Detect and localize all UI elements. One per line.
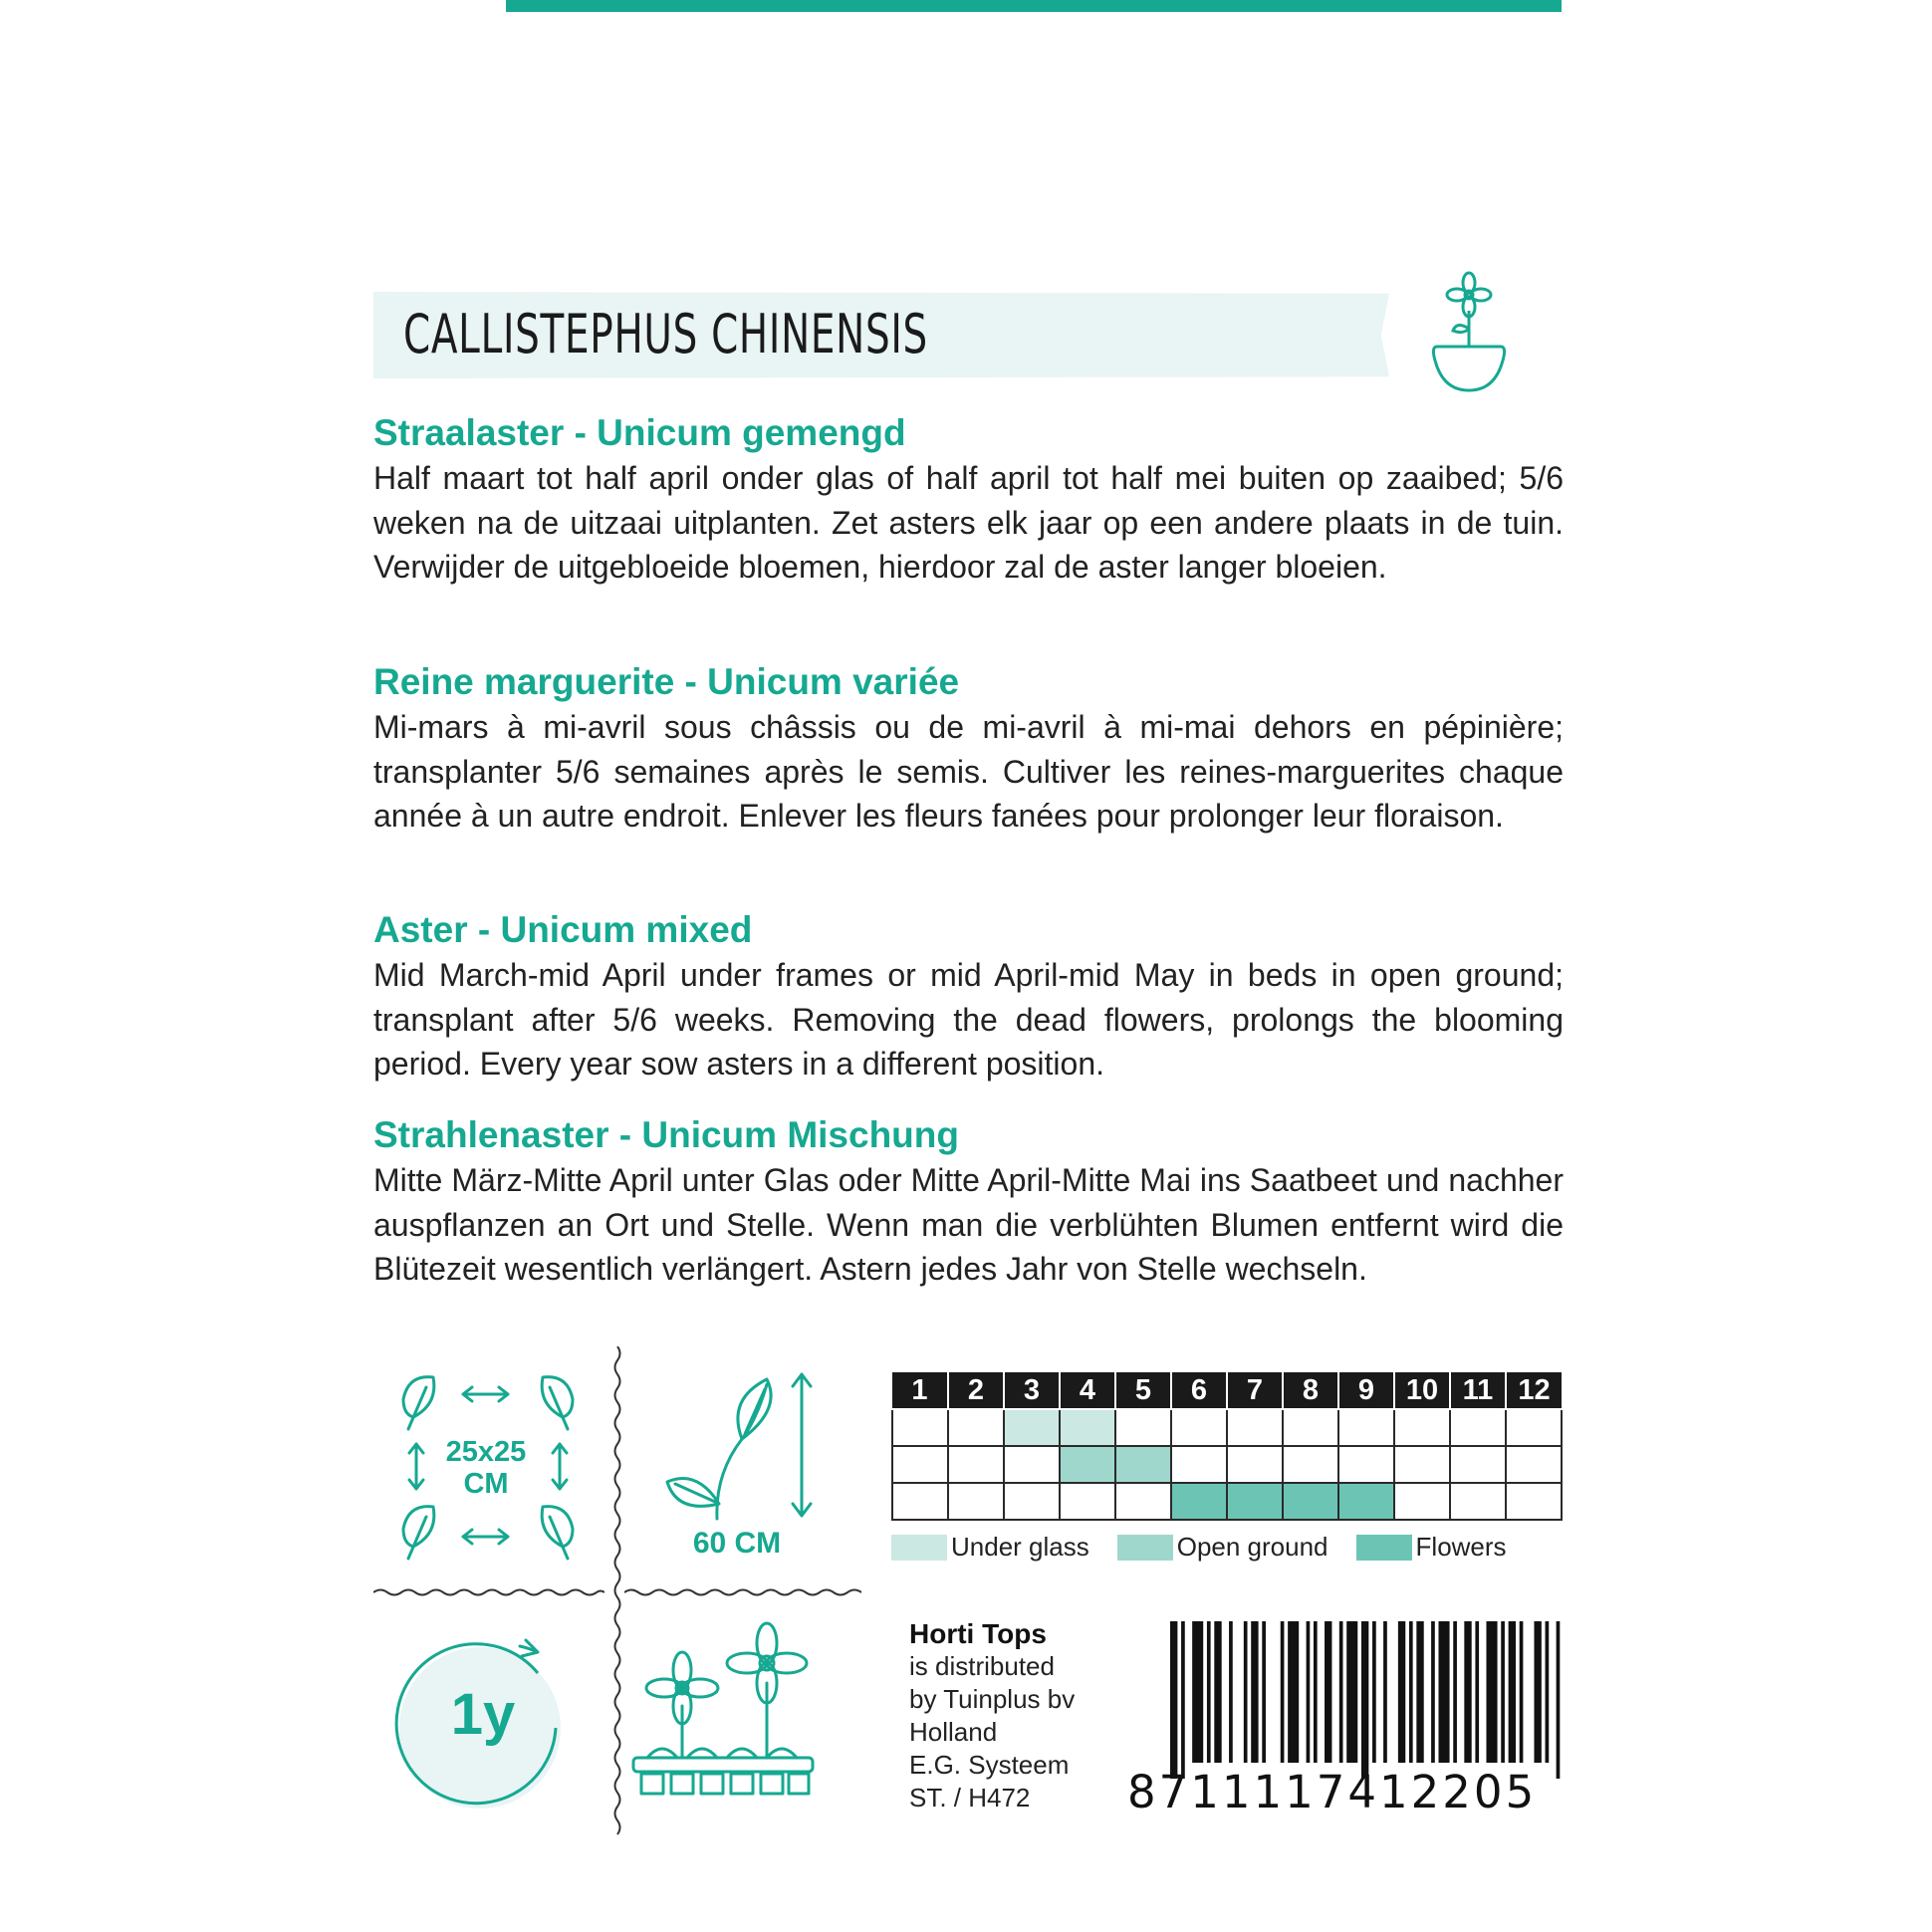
calendar-cell bbox=[1338, 1483, 1394, 1520]
barcode-bar bbox=[1214, 1621, 1221, 1763]
calendar-cell bbox=[1227, 1483, 1283, 1520]
month-header-8: 8 bbox=[1283, 1372, 1338, 1409]
calendar-cell bbox=[948, 1446, 1004, 1483]
barcode-bar bbox=[1501, 1621, 1505, 1763]
barcode-bar bbox=[1431, 1621, 1435, 1763]
barcode-bar bbox=[1475, 1621, 1479, 1763]
calendar-cell bbox=[1283, 1409, 1338, 1446]
barcode-bar bbox=[1534, 1621, 1541, 1763]
calendar-cell bbox=[1506, 1483, 1562, 1520]
barcode-bar bbox=[1372, 1621, 1376, 1763]
barcode-bar bbox=[1244, 1621, 1248, 1763]
top-color-bar bbox=[506, 0, 1562, 12]
calendar-row-flowers bbox=[892, 1483, 1562, 1520]
height-label: 60 CM bbox=[692, 1527, 782, 1560]
barcode-bar bbox=[1262, 1621, 1266, 1763]
section-heading: Aster - Unicum mixed bbox=[373, 909, 753, 950]
calendar-cell bbox=[1338, 1409, 1394, 1446]
calendar-cell bbox=[1506, 1409, 1562, 1446]
section-body: Mi-mars à mi-avril sous châssis ou de mi-avril à mi-mai dehors en pépinière; transplanter 5/6 semaines après le semis. Cultiver les reines-marguerites chaque année à un autre endroit. Enlever les fleurs fanées pour prolonger leur floraison. bbox=[373, 709, 1564, 834]
calendar-cell bbox=[1394, 1446, 1450, 1483]
month-header-2: 2 bbox=[948, 1372, 1004, 1409]
potted-flower-icon bbox=[1429, 269, 1509, 398]
calendar-cell bbox=[1450, 1409, 1506, 1446]
sowing-calendar bbox=[891, 1372, 1563, 1521]
calendar-cell bbox=[1394, 1483, 1450, 1520]
barcode-bar bbox=[1288, 1621, 1299, 1763]
lifespan-label: 1y bbox=[450, 1682, 516, 1747]
barcode-bar bbox=[1281, 1621, 1285, 1763]
calendar-cell bbox=[1171, 1409, 1227, 1446]
barcode-bar bbox=[1325, 1621, 1331, 1763]
month-header-9: 9 bbox=[1338, 1372, 1394, 1409]
month-header-3: 3 bbox=[1004, 1372, 1060, 1409]
barcode-bar bbox=[1438, 1621, 1449, 1763]
calendar-cell bbox=[1450, 1446, 1506, 1483]
month-header-12: 12 bbox=[1506, 1372, 1562, 1409]
barcode-bar bbox=[1207, 1621, 1211, 1763]
calendar-cell bbox=[1227, 1409, 1283, 1446]
barcode-bar bbox=[1339, 1621, 1343, 1763]
section-body: Half maart tot half april onder glas of half april tot half mei buiten op zaaibed; 5/6 weken na de uitzaai uitplanten. Zet asters elk jaar op een andere plaats in de tuin. Verwijder de uitgebloeide bloemen, hierdoor zal de aster langer bloeien. bbox=[373, 460, 1564, 585]
section-body: Mid March-mid April under frames or mid April-mid May in beds in open ground; transplant after 5/6 weeks. Removing the dead flowers, prolongs the blooming period. Every year sow asters in a different position. bbox=[373, 957, 1564, 1082]
distributor-info bbox=[909, 1617, 1075, 1814]
barcode-bar bbox=[1229, 1621, 1233, 1763]
section-heading: Reine marguerite - Unicum variée bbox=[373, 661, 960, 702]
section-body: Mitte März-Mitte April unter Glas oder Mitte April-Mitte Mai ins Saatbeet und nachher auspflanzen an Ort und Stelle. Wenn man die verblühten Blumen entfernt wird die Blütezeit wesentlich verlängert. Astern jedes Jahr von Stelle wechseln. bbox=[373, 1162, 1564, 1287]
barcode-bar bbox=[1346, 1621, 1357, 1763]
calendar-cell bbox=[1394, 1409, 1450, 1446]
barcode-bar bbox=[1486, 1621, 1497, 1763]
barcode-bar bbox=[1398, 1621, 1405, 1763]
calendar-cell bbox=[892, 1409, 948, 1446]
calendar-cell bbox=[1171, 1446, 1227, 1483]
distributor-line: Holland bbox=[909, 1717, 998, 1747]
calendar-cell bbox=[1115, 1409, 1171, 1446]
calendar-cell bbox=[948, 1409, 1004, 1446]
barcode-bar bbox=[1383, 1621, 1387, 1763]
calendar-cell bbox=[1004, 1483, 1060, 1520]
calendar-cell bbox=[1060, 1446, 1115, 1483]
vertical-wavy-divider bbox=[610, 1346, 624, 1839]
section-german bbox=[373, 1112, 1564, 1292]
section-english bbox=[373, 907, 1564, 1087]
calendar-cell bbox=[1283, 1446, 1338, 1483]
month-header-6: 6 bbox=[1171, 1372, 1227, 1409]
barcode-bar bbox=[1307, 1621, 1311, 1763]
calendar-cell bbox=[1060, 1483, 1115, 1520]
section-heading: Straalaster - Unicum gemengd bbox=[373, 412, 906, 453]
spacing-label: 25x25 CM bbox=[445, 1436, 527, 1500]
calendar-cell bbox=[1227, 1446, 1283, 1483]
month-header-5: 5 bbox=[1115, 1372, 1171, 1409]
barcode-bar bbox=[1509, 1621, 1516, 1763]
calendar-cell bbox=[1338, 1446, 1394, 1483]
barcode-bar bbox=[1520, 1621, 1524, 1763]
calendar-row-open-ground bbox=[892, 1446, 1562, 1483]
calendar-cell bbox=[1171, 1483, 1227, 1520]
month-header-1: 1 bbox=[892, 1372, 948, 1409]
species-title: CALLISTEPHUS CHINENSIS bbox=[403, 303, 928, 365]
legend-swatch-under-glass bbox=[891, 1535, 947, 1561]
legend-swatch-open-ground bbox=[1117, 1535, 1173, 1561]
brand-name: Horti Tops bbox=[909, 1618, 1047, 1649]
calendar-legend bbox=[891, 1532, 1535, 1563]
legend-label: Open ground bbox=[1176, 1532, 1328, 1562]
barcode-bar bbox=[1416, 1621, 1423, 1763]
flowers-tray-icon bbox=[627, 1618, 822, 1812]
calendar-cell bbox=[1450, 1483, 1506, 1520]
calendar-cell bbox=[1004, 1446, 1060, 1483]
legend-label: Under glass bbox=[951, 1532, 1089, 1562]
calendar-cell bbox=[1283, 1483, 1338, 1520]
distributor-line: is distributed bbox=[909, 1651, 1055, 1681]
horizontal-wavy-divider bbox=[624, 1585, 861, 1599]
plant-height-icon bbox=[657, 1364, 837, 1529]
section-dutch bbox=[373, 410, 1564, 590]
calendar-cell bbox=[1506, 1446, 1562, 1483]
calendar-cell bbox=[1060, 1409, 1115, 1446]
barcode bbox=[1170, 1621, 1564, 1779]
distributor-line: ST. / H472 bbox=[909, 1783, 1031, 1812]
barcode-bar bbox=[1546, 1621, 1550, 1763]
barcode-bar bbox=[1314, 1621, 1318, 1763]
month-header-7: 7 bbox=[1227, 1372, 1283, 1409]
calendar-cell bbox=[892, 1446, 948, 1483]
distributor-line: by Tuinplus bv bbox=[909, 1684, 1076, 1714]
barcode-number: 8711117412205 bbox=[1127, 1766, 1538, 1818]
barcode-bar bbox=[1464, 1621, 1471, 1763]
calendar-cell bbox=[1115, 1446, 1171, 1483]
distributor-line: E.G. Systeem bbox=[909, 1750, 1070, 1780]
calendar-row-under-glass bbox=[892, 1409, 1562, 1446]
barcode-bar bbox=[1181, 1621, 1185, 1779]
barcode-bar bbox=[1251, 1621, 1258, 1763]
legend-swatch-flowers bbox=[1356, 1535, 1412, 1561]
barcode-bar bbox=[1409, 1621, 1413, 1763]
calendar-cell bbox=[892, 1483, 948, 1520]
calendar-cell bbox=[1115, 1483, 1171, 1520]
horizontal-wavy-divider bbox=[373, 1585, 604, 1599]
legend-label: Flowers bbox=[1415, 1532, 1507, 1562]
month-header-11: 11 bbox=[1450, 1372, 1506, 1409]
calendar-cell bbox=[1004, 1409, 1060, 1446]
barcode-bar bbox=[1170, 1621, 1177, 1779]
barcode-bar bbox=[1192, 1621, 1203, 1763]
barcode-bar bbox=[1557, 1621, 1561, 1779]
barcode-bar bbox=[1361, 1621, 1368, 1779]
calendar-cell bbox=[948, 1483, 1004, 1520]
month-header-10: 10 bbox=[1394, 1372, 1450, 1409]
section-heading: Strahlenaster - Unicum Mischung bbox=[373, 1114, 959, 1155]
barcode-bar bbox=[1453, 1621, 1457, 1763]
section-french bbox=[373, 659, 1564, 839]
month-header-4: 4 bbox=[1060, 1372, 1115, 1409]
